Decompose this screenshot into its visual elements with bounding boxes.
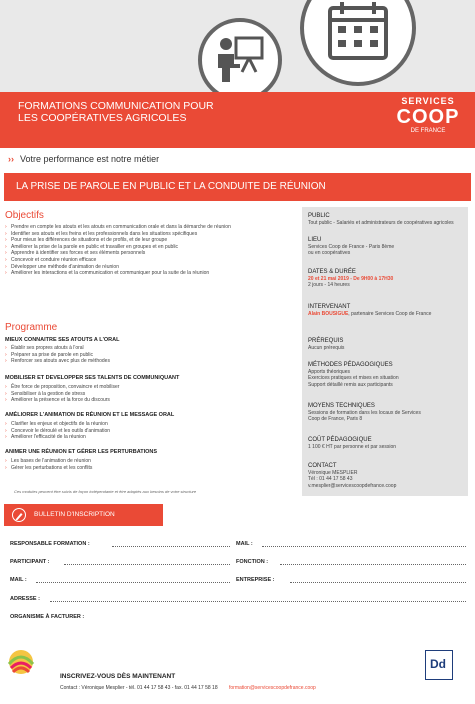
adresse-field[interactable] <box>50 601 466 602</box>
registration-header <box>4 504 163 526</box>
list-item: › Préparer sa prise de parole en public <box>5 352 275 359</box>
lieu-label: LIEU <box>308 237 322 243</box>
fonction-field[interactable] <box>280 564 466 565</box>
dates-highlight: 20 et 21 mai 2019 - De 9H00 à 17H30 <box>308 276 394 283</box>
brand-line-1: SERVICES <box>401 96 455 106</box>
footer-email-link[interactable]: formation@servicescoopdefrance.coop <box>229 685 316 691</box>
svg-text:Dd: Dd <box>430 657 446 671</box>
list-item: › Identifier ses atouts et les freins et les professionnels dans les situations spécifiques <box>5 231 275 238</box>
list-item: › Développer une méthode d'animation de réunion <box>5 264 275 271</box>
mail-label: MAIL : <box>236 541 253 547</box>
intervenant-block <box>308 304 464 317</box>
registration-title: BULLETIN D'INSCRIPTION <box>34 511 115 518</box>
mail-field[interactable] <box>262 546 466 547</box>
list-item: › Améliorer l'efficacité de la réunion <box>5 434 275 441</box>
public-block <box>308 213 464 226</box>
list-item: › Améliorer la présence et la force du discours <box>5 397 275 404</box>
responsable-label: RESPONSABLE FORMATION : <box>10 541 90 547</box>
public-label: PUBLIC <box>308 213 330 219</box>
tagline <box>8 154 159 164</box>
header-image-band <box>0 0 475 92</box>
document-title: FORMATIONS COMMUNICATION POUR LES COOPÉRATIVES AGRICOLES <box>18 100 214 124</box>
brand-line-3: DE FRANCE <box>410 128 446 134</box>
programme-list <box>5 345 275 365</box>
dates-label: DATES & DURÉE <box>308 269 356 275</box>
contact-block <box>308 463 464 489</box>
datadock-logo <box>425 650 453 680</box>
list-item: › Être force de proposition, convaincre et mobiliser <box>5 384 275 391</box>
info-sidebar <box>302 207 468 496</box>
footer-contact-text: Contact : Véronique Mesplier - tél. 01 44 17 58 43 - fax. 01 44 17 58 18 <box>60 685 218 691</box>
moyens-block <box>308 403 464 423</box>
cout-block <box>308 437 464 450</box>
methodes-label: MÉTHODES PÉDAGOGIQUES <box>308 362 393 368</box>
public-text: Tout public - Salariés et administrateurs de coopératives agricoles <box>308 220 454 227</box>
calendar-icon <box>300 0 416 86</box>
entreprise-label: ENTREPRISE : <box>236 577 275 583</box>
methodes-block <box>308 362 464 388</box>
list-item: › Sensibiliser à la gestion de stress <box>5 391 275 398</box>
list-item: › Renforcer ses atouts avec plus de méthodes <box>5 358 275 365</box>
programme-group-title: MOBILISER ET DEVELOPPER SES TALENTS DE COMMUNIQUANT <box>5 375 180 381</box>
list-item: › Clarifier les enjeux et objectifs de la réunion <box>5 421 275 428</box>
programme-footnote: Ces modules peuvent être suivis de façon indépendante et être adaptés aux besoins de votre structure <box>14 489 197 494</box>
programme-list <box>5 384 275 404</box>
programme-group-title: MIEUX CONNAITRE SES ATOUTS A L'ORAL <box>5 337 120 343</box>
programme-heading: Programme <box>5 322 58 333</box>
prerequis-block <box>308 338 464 351</box>
methodes-text: Apports théoriques Exercices pratiques et mises en situation Support détaillé remis aux participants <box>308 369 399 388</box>
intervenant-label: INTERVENANT <box>308 304 351 310</box>
list-item: › Concevoir et conduire réunion efficace <box>5 257 275 264</box>
list-item: › Les bases de l'animation de réunion <box>5 458 275 465</box>
moyens-label: MOYENS TECHNIQUES <box>308 403 375 409</box>
intervenant-role: , partenaire Services Coop de France <box>348 311 432 318</box>
pen-icon <box>12 508 26 522</box>
course-title-banner <box>4 173 471 201</box>
fonction-label: FONCTION : <box>236 559 269 565</box>
chevron-right-icon: ›› <box>8 154 14 164</box>
participant-label: PARTICIPANT : <box>10 559 50 565</box>
contact-text: Véronique MESPLIER Tél : 01 44 17 58 43 v.mesplier@servicescoopdefrance.coop <box>308 470 397 489</box>
intervenant-text <box>308 311 464 317</box>
organisme-label: ORGANISME À FACTURER : <box>10 614 85 620</box>
adresse-label: ADRESSE : <box>10 596 40 602</box>
list-item: › Pour mieux les différences de situations et de profils, et de leur groupe <box>5 237 275 244</box>
list-item: › Établir ses propres atouts à l'oral <box>5 345 275 352</box>
brand-line-2: COOP <box>396 106 460 128</box>
contact-label: CONTACT <box>308 463 337 469</box>
objectifs-heading: Objectifs <box>5 210 44 221</box>
lieu-block <box>308 237 464 257</box>
objectifs-list <box>5 224 275 277</box>
mail-2-label: MAIL : <box>10 577 27 583</box>
list-item: › Améliorer la prise de la parole en public et travailler en groupes et en public <box>5 244 275 251</box>
programme-group-title: ANIMER UNE RÉUNION ET GÉRER LES PERTURBATIONS <box>5 449 158 455</box>
list-item: › Gérer les perturbations et les conflits <box>5 465 275 472</box>
footer-contact <box>60 685 316 691</box>
intervenant-name: Alain BOUSIGUE <box>308 311 349 318</box>
list-item: › Concevoir le déroulé et les outils d'animation <box>5 428 275 435</box>
prerequis-label: PRÉREQUIS <box>308 338 344 344</box>
course-title: LA PRISE DE PAROLE EN PUBLIC ET LA CONDUITE DE RÉUNION <box>16 181 326 192</box>
tagline-text: Votre performance est notre métier <box>20 154 160 164</box>
services-coop-logo <box>389 96 467 146</box>
cout-text: 1 100 € HT par personne et par session <box>308 444 397 451</box>
dates-text: 2 jours - 14 heures <box>308 282 350 289</box>
list-item: › Apprendre à identifier ses forces et ses éléments personnels <box>5 250 275 257</box>
participant-field[interactable] <box>64 564 230 565</box>
entreprise-field[interactable] <box>290 582 466 583</box>
mail-2-field[interactable] <box>36 582 230 583</box>
programme-list <box>5 421 275 441</box>
responsable-field[interactable] <box>112 546 230 547</box>
title-band <box>0 92 475 148</box>
cooperatives-logo <box>4 646 38 690</box>
presenter-icon <box>198 18 282 92</box>
dates-block <box>308 269 464 289</box>
programme-list <box>5 458 275 471</box>
moyens-text: Sessions de formation dans les locaux de Services Coop de France, Paris 8 <box>308 410 421 423</box>
list-item: › Améliorer les interactions et la communication et communiquer pour la suite de la réunion <box>5 270 275 277</box>
list-item: › Prendre en compte les atouts et les atouts en communication orale et dans la démarche de réunion <box>5 224 275 231</box>
call-to-action: INSCRIVEZ-VOUS DÈS MAINTENANT <box>60 673 176 680</box>
cout-label: COÛT PÉDAGOGIQUE <box>308 437 372 443</box>
prerequis-text: Aucun prérequis <box>308 345 345 352</box>
lieu-text: Services Coop de France - Paris 8ème ou en coopératives <box>308 244 395 257</box>
programme-group-title: AMÉLIORER L'ANIMATION DE RÉUNION ET LE MESSAGE ORAL <box>5 412 175 418</box>
